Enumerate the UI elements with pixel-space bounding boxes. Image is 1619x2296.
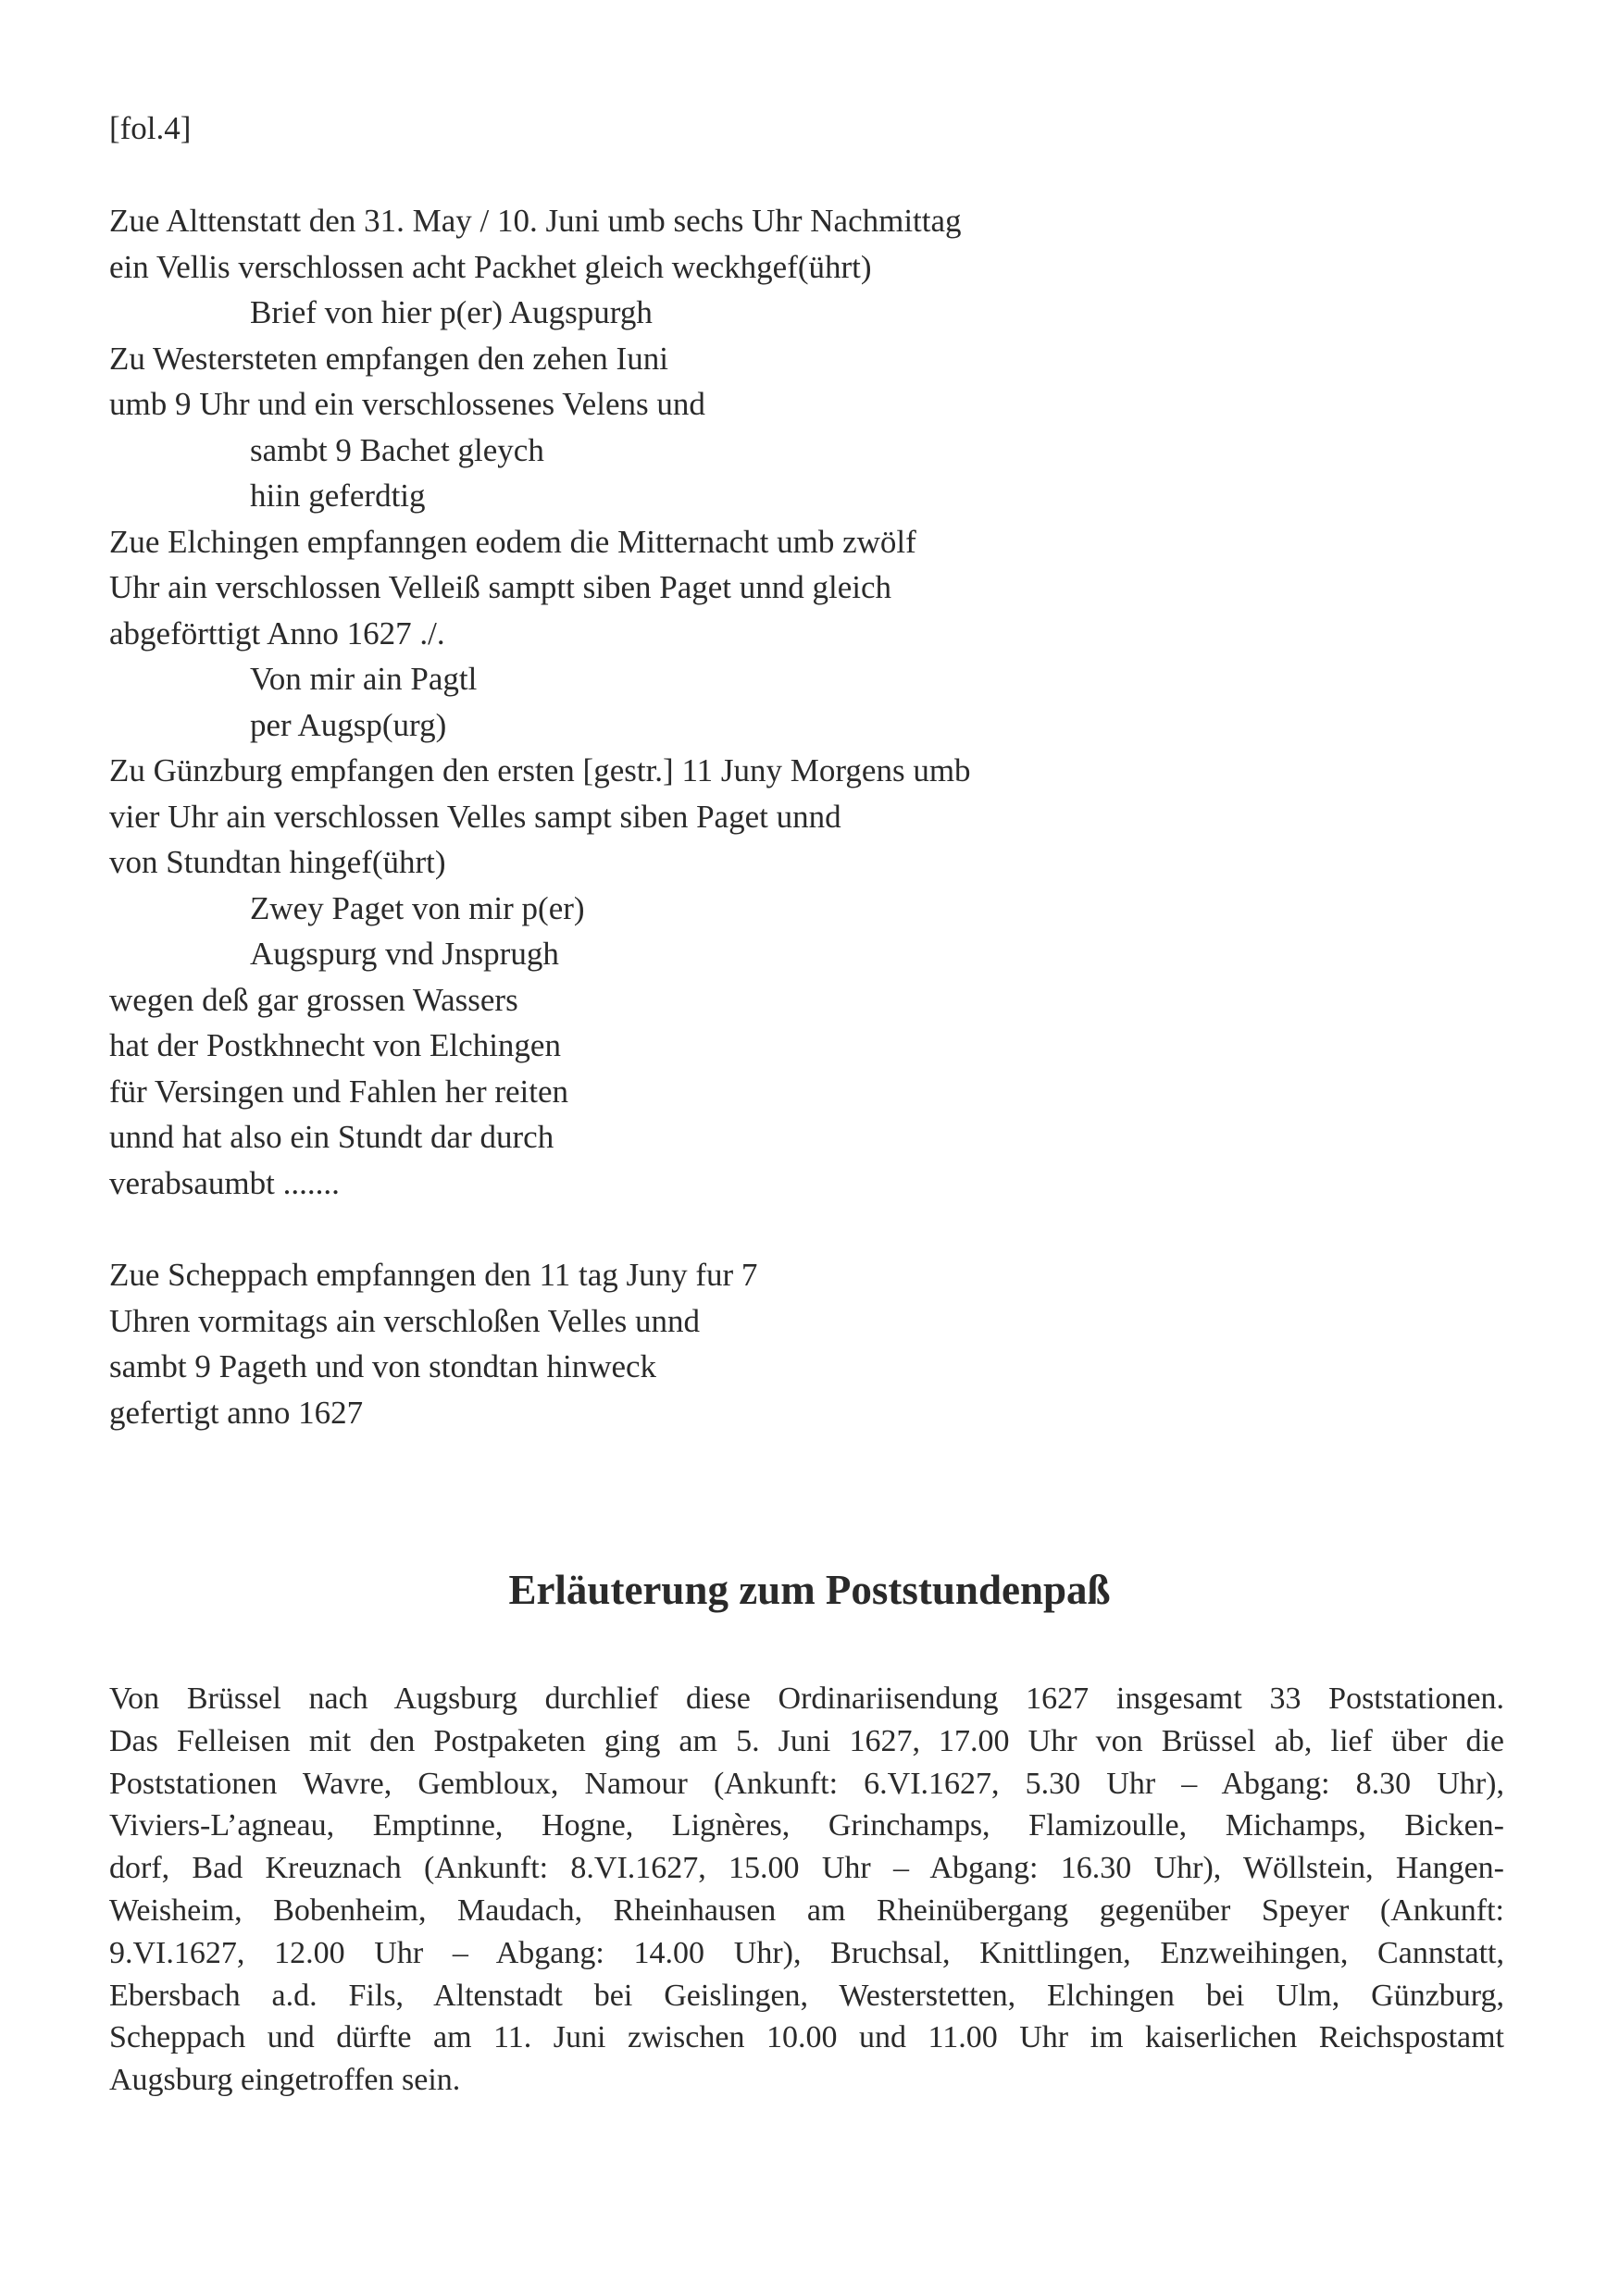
commentary-line: Ebersbach a.d. Fils, Altenstadt bei Geislingen, Westerstetten, Elchingen bei Ulm, Günzburg,: [109, 1978, 1504, 2013]
transcription-line: abgeförttigt Anno 1627 ./.: [109, 614, 445, 652]
transcription-line: Augspurg vnd Jnsprugh: [250, 936, 559, 972]
transcription-line: verabsaumbt .......: [109, 1164, 340, 1201]
transcription-line: per Augsp(urg): [250, 706, 447, 743]
transcription-paragraph-1: [109, 198, 1498, 1206]
transcription-line: wegen deß gar grossen Wassers: [109, 981, 518, 1018]
folio-marker: [fol.4]: [109, 110, 192, 146]
paragraph-gap: [109, 1206, 1498, 1252]
transcription-line: hiin geferdtig: [250, 478, 426, 514]
transcription-line: Von mir ain Pagtl: [250, 661, 478, 697]
commentary-line: Scheppach und dürfte am 11. Juni zwischen 10.00 und 11.00 Uhr im kaiserlichen Reichspostamt: [109, 2020, 1504, 2055]
transcription-line: sambt 9 Pageth und von stondtan hinweck: [109, 1348, 657, 1384]
transcription-line: Zue Scheppach empfanngen den 11 tag Juny fur 7: [109, 1257, 758, 1293]
transcription-line: ein Vellis verschlossen acht Packhet gleich weckhgef(ührt): [109, 248, 872, 285]
transcription-line: Brief von hier p(er) Augspurgh: [250, 294, 653, 330]
transcription-line: von Stundtan hingef(ührt): [109, 844, 446, 880]
commentary-line: 9.VI.1627, 12.00 Uhr – Abgang: 14.00 Uhr), Bruchsal, Knittlingen, Enzweihingen, Cannstatt,: [109, 1935, 1504, 1970]
commentary-line: dorf, Bad Kreuznach (Ankunft: 8.VI.1627, 15.00 Uhr – Abgang: 16.30 Uhr), Wöllstein, Hangen-: [109, 1851, 1504, 1886]
transcription-line: Zwey Paget von mir p(er): [250, 889, 585, 926]
transcription-line: gefertigt anno 1627: [109, 1394, 364, 1431]
transcription-line: vier Uhr ain verschlossen Velles sampt siben Paget unnd: [109, 798, 841, 835]
transcription-line: sambt 9 Bachet gleych: [250, 431, 544, 468]
commentary-line: Das Felleisen mit den Postpaketen ging am 5. Juni 1627, 17.00 Uhr von Brüssel ab, lief über die: [109, 1723, 1504, 1758]
transcription-line: Zue Alttenstatt den 31. May / 10. Juni umb sechs Uhr Nachmittag: [109, 203, 962, 239]
commentary-line: Weisheim, Bobenheim, Maudach, Rheinhausen am Rheinübergang gegenüber Speyer (Ankunft:: [109, 1893, 1504, 1928]
transcription-line: unnd hat also ein Stundt dar durch: [109, 1119, 554, 1155]
transcription-line: Zu Westersteten empfangen den zehen Iuni: [109, 340, 668, 377]
transcription-line: Uhren vormitags ain verschloßen Velles unnd: [109, 1302, 700, 1339]
transcription-line: umb 9 Uhr und ein verschlossenes Velens und: [109, 386, 705, 422]
commentary-paragraph: [109, 1678, 1504, 2102]
transcription-paragraph-2: [109, 1252, 1498, 1435]
transcription-block: [109, 198, 1498, 1435]
commentary-line: Poststationen Wavre, Gembloux, Namour (Ankunft: 6.VI.1627, 5.30 Uhr – Abgang: 8.30 Uhr),: [109, 1766, 1504, 1801]
commentary-line: Viviers-L’agneau, Emptinne, Hogne, Lignères, Grinchamps, Flamizoulle, Michamps, Bicken-: [109, 1808, 1504, 1843]
transcription-line: Uhr ain verschlossen Velleiß samptt siben Paget unnd gleich: [109, 569, 892, 605]
transcription-line: Zu Günzburg empfangen den ersten [gestr.] 11 Juny Morgens umb: [109, 752, 971, 788]
transcription-line: für Versingen und Fahlen her reiten: [109, 1073, 569, 1110]
commentary-line: Von Brüssel nach Augsburg durchlief diese Ordinariisendung 1627 insgesamt 33 Poststationen.: [109, 1682, 1504, 1716]
transcription-line: Zue Elchingen empfanngen eodem die Mitternacht umb zwölf: [109, 523, 916, 560]
transcription-line: hat der Postkhnecht von Elchingen: [109, 1027, 561, 1063]
commentary-line: Augsburg eingetroffen sein.: [109, 2063, 461, 2098]
section-heading: Erläuterung zum Poststundenpaß: [508, 1567, 1111, 1613]
